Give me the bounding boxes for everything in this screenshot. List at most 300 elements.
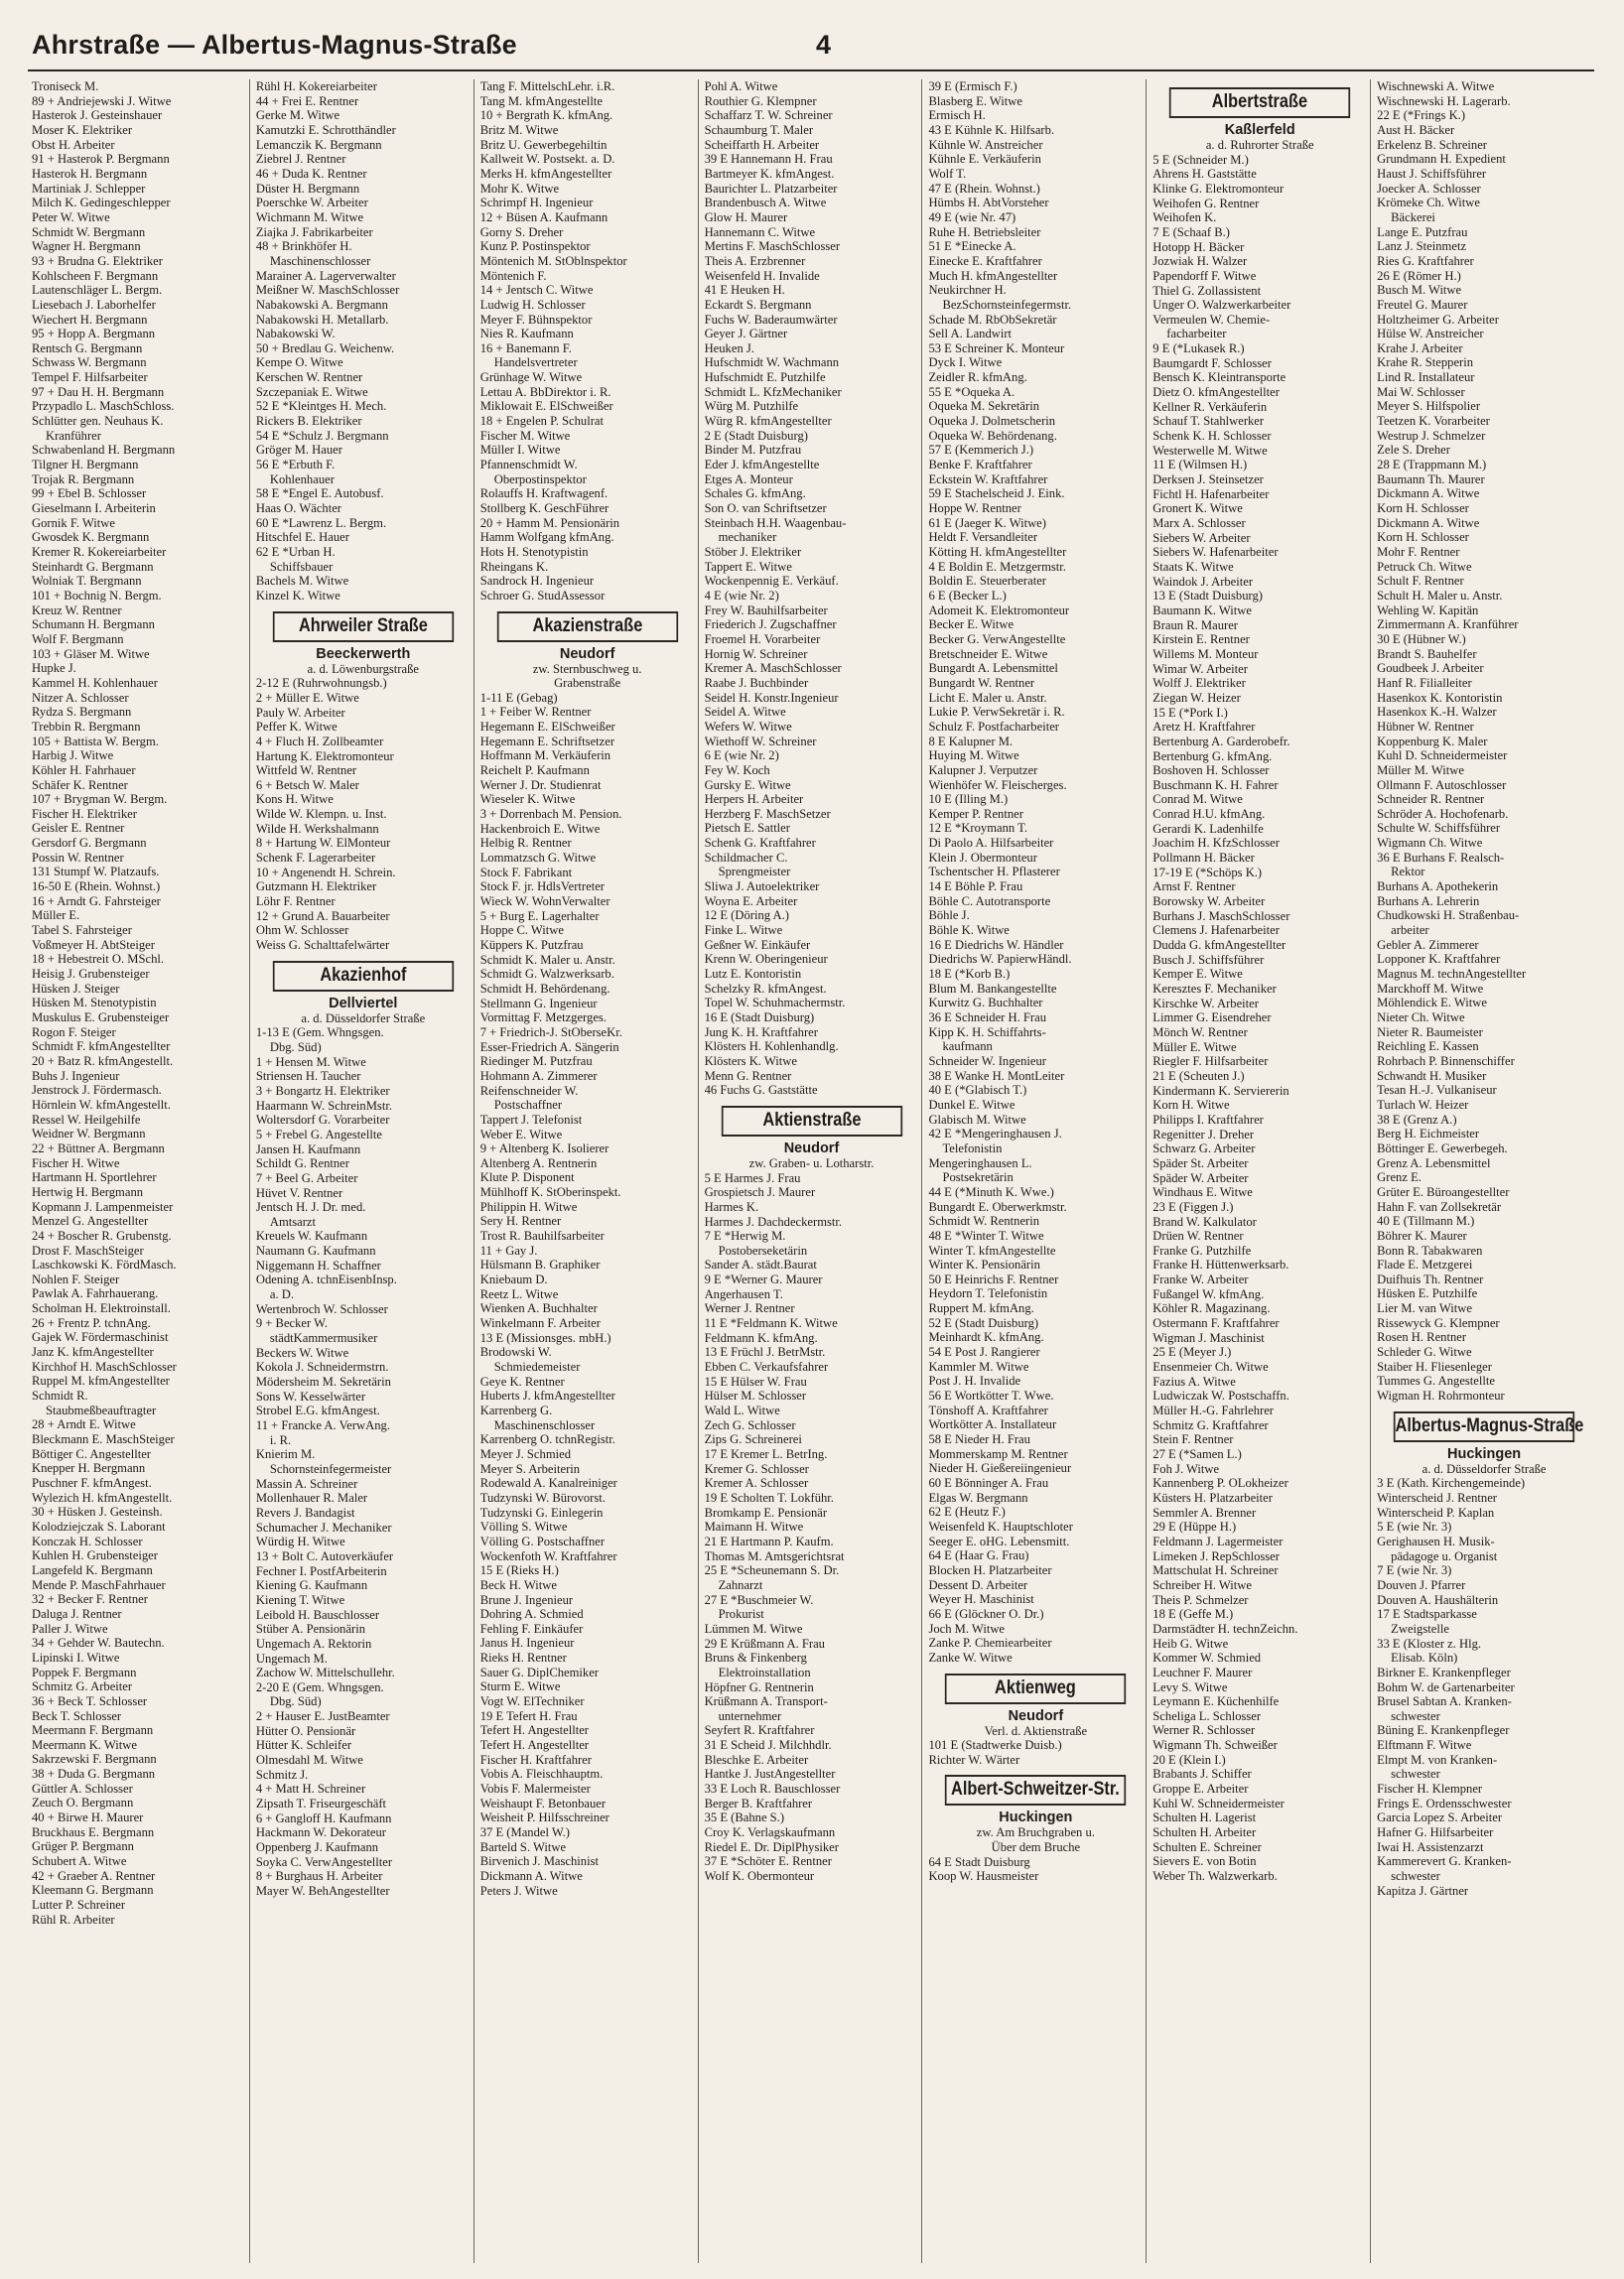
street-location-note: zw. Sternbuschweg u. <box>532 661 642 676</box>
directory-entry: 19 E Tefert H. Frau <box>479 1708 578 1723</box>
directory-entry: Odening A. tchnEisenbInsp. <box>255 1273 397 1287</box>
directory-entry: Beck H. Witwe <box>479 1577 557 1592</box>
directory-entry: 17 E Stadtsparkasse <box>1377 1607 1477 1622</box>
directory-entry: Puschner F. kfmAngest. <box>32 1476 152 1490</box>
directory-columns <box>30 79 1594 2263</box>
directory-entry: 52 E (Stadt Duisburg) <box>928 1315 1039 1330</box>
directory-entry: Striensen H. Taucher <box>255 1069 361 1084</box>
directory-entry: Grüter E. Büroangestellter <box>1377 1184 1510 1199</box>
directory-entry: 17-19 E (*Schöps K.) <box>1152 865 1263 879</box>
directory-entry: Bachels M. Witwe <box>255 574 349 589</box>
directory-entry: Böttinger E. Gewerbegeh. <box>1377 1140 1508 1155</box>
directory-entry: 6 E (wie Nr. 2) <box>704 748 779 763</box>
directory-entry: Wockenpennig E. Verkäuf. <box>704 574 839 589</box>
directory-entry: 15 E (Rieks H.) <box>479 1563 559 1578</box>
directory-entry: Gerighausen H. Musik- <box>1377 1534 1495 1548</box>
directory-entry: Steinbach H.H. Waagenbau- <box>704 515 847 530</box>
directory-entry: Gersdorf G. Bergmann <box>32 836 147 851</box>
directory-entry: 11 E *Feldmann K. Witwe <box>704 1316 838 1331</box>
directory-entry: Britz U. Gewerbegehiltin <box>479 137 608 152</box>
directory-entry: Brandt S. Bauhelfer <box>1377 646 1477 661</box>
directory-entry: 22 E (*Frings K.) <box>1377 108 1466 123</box>
directory-entry: Scheliga L. Schlosser <box>1152 1708 1262 1723</box>
directory-entry: Zech G. Schlosser <box>704 1417 796 1432</box>
directory-entry: 40 E (*Glabisch T.) <box>928 1083 1027 1098</box>
directory-entry: Kurwitz G. Buchhalter <box>928 996 1043 1010</box>
street-heading: Aktienstraße <box>721 1106 901 1137</box>
directory-entry: 1-13 E (Gem. Whngsgen. <box>255 1025 384 1040</box>
directory-entry: Croy K. Verlagskaufmann <box>704 1825 836 1840</box>
directory-entry: Birkner E. Krankenpfleger <box>1377 1665 1511 1679</box>
directory-entry: Rieks H. Rentner <box>479 1651 567 1666</box>
directory-entry: Kipp K. H. Schiffahrts- <box>928 1024 1046 1039</box>
directory-entry: Kirstein E. Rentner <box>1152 632 1250 647</box>
directory-entry: 19 E Scholten T. Lokführ. <box>704 1490 834 1505</box>
directory-entry: Kamutzki E. Schrotthändler <box>255 122 396 137</box>
directory-entry: Berger B. Kraftfahrer <box>704 1796 813 1810</box>
directory-entry: Meyer F. Bühnspektor <box>479 312 593 327</box>
directory-entry: Gerardi K. Ladenhilfe <box>1152 821 1264 836</box>
directory-entry: Riegler F. Hilfsarbeiter <box>1152 1054 1269 1069</box>
directory-entry: Gröger M. Hauer <box>255 443 342 458</box>
directory-entry: Trebbin R. Bergmann <box>32 719 141 734</box>
directory-entry: Britz M. Witwe <box>479 122 559 137</box>
directory-entry: Revers J. Bandagist <box>255 1505 355 1520</box>
street-location-note: Über dem Bruche <box>991 1840 1081 1855</box>
directory-entry: Conrad H.U. kfmAng. <box>1152 807 1266 822</box>
directory-entry: Dbg. Süd) <box>269 1039 322 1054</box>
directory-entry: Maschinenschlosser <box>493 1417 596 1432</box>
directory-entry: 46 Fuchs G. Gaststätte <box>704 1083 818 1098</box>
directory-entry: Hüsken M. Stenotypistin <box>32 996 157 1010</box>
directory-entry: 16-50 E (Rhein. Wohnst.) <box>32 879 161 894</box>
directory-entry: Völling G. Postschaffner <box>479 1534 606 1548</box>
district-name: Neudorf <box>1008 1707 1064 1724</box>
directory-entry: Schumacher J. Mechaniker <box>255 1520 392 1535</box>
directory-entry: Helbig R. Rentner <box>479 836 572 851</box>
directory-entry: Kolodziejczak S. Laborant <box>32 1519 166 1534</box>
directory-entry: Flade E. Metzgerei <box>1377 1258 1473 1273</box>
directory-entry: Bretschneider E. Witwe <box>928 646 1048 661</box>
directory-entry: 36 E Burhans F. Realsch- <box>1377 850 1505 865</box>
directory-entry: Mönch W. Rentner <box>1152 1024 1248 1039</box>
directory-entry: Fischer H. Witwe <box>32 1155 120 1170</box>
directory-entry: Wichmann M. Witwe <box>255 209 364 224</box>
directory-entry: Schmidt R. <box>32 1389 88 1404</box>
directory-entry: Ziegan W. Heizer <box>1152 690 1241 705</box>
directory-entry: Scholman H. Elektroinstall. <box>32 1301 171 1316</box>
directory-entry: 21 E (Scheuten J.) <box>1152 1068 1245 1083</box>
directory-entry: Tappert J. Telefonist <box>479 1112 583 1127</box>
directory-entry: 38 + Duda G. Bergmann <box>32 1767 156 1782</box>
directory-entry: Kremer A. Schlosser <box>704 1476 809 1491</box>
directory-entry: Dbg. Süd) <box>269 1694 322 1709</box>
directory-entry: Wilde H. Werkshalmann <box>255 821 379 836</box>
directory-entry: Hoppe W. Rentner <box>928 501 1021 516</box>
directory-entry: Schwarz G. Arbeiter <box>1152 1141 1256 1156</box>
directory-entry: Herpers H. Arbeiter <box>704 792 804 807</box>
directory-entry: Jenstrock J. Fördermasch. <box>32 1083 162 1098</box>
directory-entry: Licht E. Maler u. Anstr. <box>928 690 1047 705</box>
directory-entry: Wigman J. Maschinist <box>1152 1330 1265 1345</box>
directory-entry: Leuchner F. Maurer <box>1152 1665 1253 1679</box>
directory-entry: Etges A. Monteur <box>704 471 793 486</box>
directory-entry: Trost R. Bauhilfsarbeiter <box>479 1229 605 1244</box>
directory-entry: Sery H. Rentner <box>479 1214 562 1229</box>
directory-entry: Pohl A. Witwe <box>704 79 778 93</box>
directory-entry: Harmes J. Dachdeckermstr. <box>704 1214 843 1229</box>
directory-entry: Lettau A. BbDirektor i. R. <box>479 384 611 399</box>
directory-entry: Frings E. Ordensschwester <box>1377 1796 1512 1810</box>
directory-entry: Buhs J. Ingenieur <box>32 1068 120 1083</box>
directory-entry: Oppenberg J. Kaufmann <box>255 1840 379 1855</box>
directory-entry: Schmiedemeister <box>493 1360 581 1374</box>
directory-entry: Tudzynski W. Bürovorst. <box>479 1490 606 1505</box>
directory-entry: Höpfner G. Rentnerin <box>704 1679 814 1694</box>
directory-entry: Herzberg F. MaschSetzer <box>704 806 831 821</box>
directory-entry: Fischer H. Klempner <box>1377 1782 1483 1797</box>
page-header <box>28 30 1594 71</box>
directory-entry: Krüßmann A. Transport- <box>704 1694 828 1709</box>
directory-entry: 99 + Ebel B. Schlosser <box>32 486 147 501</box>
directory-entry: Werner J. Rentner <box>704 1301 795 1316</box>
directory-entry: Langefeld K. Bergmann <box>32 1562 153 1577</box>
directory-entry: Rektor <box>1391 865 1425 879</box>
directory-entry: Ungemach A. Rektorin <box>255 1636 372 1651</box>
directory-entry: Elisab. Köln) <box>1391 1651 1458 1666</box>
directory-entry: 7 + Beel G. Arbeiter <box>255 1170 358 1185</box>
directory-entry: Tappert E. Witwe <box>704 559 792 574</box>
directory-entry: Vermeulen W. Chemie- <box>1152 312 1271 327</box>
directory-entry: Hegemann E. ElSchweißer <box>479 720 615 735</box>
directory-entry: Stock F. jr. HdlsVertreter <box>479 879 605 894</box>
directory-entry: Ruppert M. kfmAng. <box>928 1301 1034 1316</box>
directory-entry: Franke G. Putzhilfe <box>1152 1243 1252 1258</box>
directory-entry: Routhier G. Klempner <box>704 93 817 108</box>
directory-entry: Wefers W. Witwe <box>704 719 792 734</box>
directory-entry: Wagner H. Bergmann <box>32 239 141 254</box>
directory-entry: Kunz P. Postinspektor <box>479 239 591 254</box>
directory-entry: Steinhardt G. Bergmann <box>32 559 154 574</box>
directory-entry: Waindok J. Arbeiter <box>1152 574 1254 589</box>
directory-entry: Schade M. RbObSekretär <box>928 312 1057 327</box>
directory-entry: 18 E (Geffe M.) <box>1152 1607 1234 1622</box>
directory-entry: Borowsky W. Arbeiter <box>1152 894 1266 909</box>
directory-entry: 49 E (wie Nr. 47) <box>928 209 1016 224</box>
directory-entry: Würg M. Putzhilfe <box>704 399 799 414</box>
directory-entry: 37 E *Schöter E. Rentner <box>704 1854 832 1869</box>
directory-entry: Schneider R. Rentner <box>1377 792 1485 807</box>
directory-entry: 2 E (Stadt Duisburg) <box>704 428 808 443</box>
directory-entry: Bruckhaus E. Bergmann <box>32 1824 155 1839</box>
directory-entry: Krahe R. Stepperin <box>1377 355 1474 370</box>
directory-entry: Wolf F. Bergmann <box>32 631 124 646</box>
directory-entry: Diedrichs W. PapierwHändl. <box>928 952 1072 967</box>
directory-entry: Lange E. Putzfrau <box>1377 224 1468 239</box>
directory-entry: Lipinski I. Witwe <box>32 1650 120 1665</box>
directory-entry: Daluga J. Rentner <box>32 1606 122 1621</box>
directory-entry: Schulten H. Lagerist <box>1152 1810 1257 1825</box>
directory-entry: Muskulus E. Grubensteiger <box>32 1010 170 1024</box>
directory-entry: Birvenich J. Maschinist <box>479 1854 599 1869</box>
directory-entry: Brusel Sabtan A. Kranken- <box>1377 1694 1512 1709</box>
directory-entry: 95 + Hopp A. Bergmann <box>32 327 156 341</box>
directory-entry: Nabakowski H. Metallarb. <box>255 312 389 327</box>
directory-entry: 1 + Feiber W. Rentner <box>479 705 592 720</box>
directory-entry: Willems M. Monteur <box>1152 646 1259 661</box>
directory-entry: Wolf T. <box>928 166 967 181</box>
directory-entry: Bungardt E. Oberwerkmstr. <box>928 1199 1067 1214</box>
directory-entry: Kreuz W. Rentner <box>32 603 122 617</box>
directory-entry: Bertenburg A. Garderobefr. <box>1152 734 1290 748</box>
directory-entry: Handelsvertreter <box>493 355 578 370</box>
directory-entry: Peffer K. Witwe <box>255 720 338 735</box>
directory-entry: Bartmeyer K. kfmAngest. <box>704 166 835 181</box>
directory-entry: 2-12 E (Ruhrwohnungsb.) <box>255 676 387 691</box>
directory-entry: Bromkamp E. Pensionär <box>704 1505 828 1520</box>
directory-entry: 33 E Loch R. Bauschlosser <box>704 1782 841 1797</box>
directory-entry: 91 + Hasterok P. Bergmann <box>32 152 170 167</box>
directory-entry: Regenitter J. Dreher <box>1152 1127 1255 1141</box>
directory-entry: 54 E Post J. Rangierer <box>928 1345 1040 1360</box>
directory-entry: Nabakowski A. Bergmann <box>255 297 388 312</box>
directory-entry: 9 + Becker W. <box>255 1316 329 1331</box>
directory-entry: Erkelenz B. Schreiner <box>1377 137 1488 152</box>
directory-entry: Weishaupt F. Betonbauer <box>479 1796 607 1810</box>
directory-entry: 25 E (Meyer J.) <box>1152 1345 1232 1360</box>
directory-column-3 <box>474 79 698 2263</box>
directory-entry: Szczepaniak E. Witwe <box>255 384 368 399</box>
directory-entry: Topel W. Schuhmachermstr. <box>704 996 846 1010</box>
directory-entry: 44 E (*Minuth K. Wwe.) <box>928 1184 1054 1199</box>
directory-entry: Ensenmeier Ch. Witwe <box>1152 1360 1269 1375</box>
directory-entry: Sievers E. von Botin <box>1152 1854 1257 1869</box>
directory-entry: 56 E *Erbuth F. <box>255 458 336 472</box>
directory-entry: Tschentscher H. Pflasterer <box>928 865 1060 879</box>
directory-entry: Hahn F. van Zollsekretär <box>1377 1199 1502 1214</box>
directory-entry: Marainer A. Lagerverwalter <box>255 268 396 283</box>
directory-entry: 8 E Kalupner M. <box>928 734 1014 748</box>
directory-entry: Tilgner H. Bergmann <box>32 458 139 472</box>
directory-entry: Kiening G. Kaufmann <box>255 1578 368 1593</box>
directory-entry: 27 E *Buschmeier W. <box>704 1592 814 1607</box>
directory-entry: Schmidt W. Bergmann <box>32 224 146 239</box>
directory-entry: Hasterok J. Gesteinshauer <box>32 108 163 123</box>
directory-entry: Levy S. Witwe <box>1152 1679 1228 1694</box>
directory-entry: Menzel G. Angestellter <box>32 1214 149 1229</box>
directory-entry: Siebers W. Arbeiter <box>1152 530 1251 545</box>
directory-entry: Müller H.-G. Fahrlehrer <box>1152 1404 1274 1418</box>
directory-entry: 105 + Battista W. Bergm. <box>32 734 159 748</box>
street-heading: Albertus-Magnus-Straße <box>1394 1411 1574 1442</box>
directory-entry: Kerschen W. Rentner <box>255 370 363 385</box>
directory-entry: Rosen H. Rentner <box>1377 1330 1467 1345</box>
directory-entry: Stein F. Rentner <box>1152 1432 1234 1447</box>
directory-entry: Joch M. Witwe <box>928 1621 1006 1636</box>
directory-entry: 54 E *Schulz J. Bergmann <box>255 428 389 443</box>
directory-entry: Petruck Ch. Witwe <box>1377 559 1472 574</box>
directory-entry: Prokurist <box>718 1607 764 1622</box>
directory-entry: Staats K. Witwe <box>1152 559 1234 574</box>
directory-entry: 131 Stumpf W. Platzaufs. <box>32 865 160 879</box>
directory-entry: Sprengmeister <box>718 865 791 879</box>
directory-entry: Peters J. Witwe <box>479 1883 558 1898</box>
directory-entry: 93 + Brudna G. Elektriker <box>32 253 163 268</box>
directory-entry: Kreuels W. Kaufmann <box>255 1229 368 1244</box>
directory-entry: 52 E *Kleintges H. Mech. <box>255 399 387 414</box>
directory-entry: Mattschulat H. Schreiner <box>1152 1563 1279 1578</box>
directory-entry: Buschmann K. H. Fahrer <box>1152 777 1279 792</box>
directory-entry: Sell A. Landwirt <box>928 327 1013 341</box>
directory-entry: 14 E Böhle P. Frau <box>928 879 1023 894</box>
directory-entry: Küppers K. Putzfrau <box>479 937 584 952</box>
directory-entry: 16 + Arndt G. Fahrsteiger <box>32 893 161 908</box>
directory-entry: Brand W. Kalkulator <box>1152 1214 1257 1229</box>
directory-entry: Schildt G. Rentner <box>255 1156 349 1171</box>
directory-entry: Kopmann J. Lampenmeister <box>32 1199 174 1214</box>
directory-entry: Douven J. Pfarrer <box>1377 1577 1466 1592</box>
directory-entry: 57 E (Kemmerich J.) <box>928 443 1034 458</box>
directory-entry: 10 E (Illing M.) <box>928 792 1009 807</box>
directory-entry: Hantke J. JustAngestellter <box>704 1767 836 1782</box>
directory-entry: 8 + Burghaus H. Arbeiter <box>255 1869 383 1884</box>
directory-entry: 5 E Harmes J. Frau <box>704 1170 801 1185</box>
directory-entry: 44 + Frei E. Rentner <box>255 93 359 108</box>
directory-entry: Drüen W. Rentner <box>1152 1229 1244 1244</box>
directory-entry: Schornsteinfegermeister <box>269 1461 392 1476</box>
directory-entry: Pollmann H. Bäcker <box>1152 851 1255 866</box>
directory-entry: 20 + Hamm M. Pensionärin <box>479 515 620 530</box>
directory-entry: 18 + Hebestreit O. MSchl. <box>32 952 165 967</box>
directory-entry: Jung K. H. Kraftfahrer <box>704 1024 818 1039</box>
street-location-note: a. d. Ruhrorter Straße <box>1205 138 1314 152</box>
district-name: Dellviertel <box>329 995 398 1011</box>
directory-entry: Zachow W. Mittelschullehr. <box>255 1666 395 1680</box>
directory-entry: Amtsarzt <box>269 1214 317 1229</box>
directory-entry: Schwandt H. Musiker <box>1377 1068 1487 1083</box>
directory-entry: Altenberg A. Rentnerin <box>479 1155 598 1170</box>
directory-entry: Hackenbroich E. Witwe <box>479 821 601 836</box>
directory-entry: Werner R. Schlosser <box>1152 1723 1256 1738</box>
directory-entry: Schmidt F. kfmAngestellter <box>32 1039 171 1054</box>
directory-entry: Wittfeld W. Rentner <box>255 763 357 778</box>
directory-entry: Knierim M. <box>255 1447 316 1462</box>
directory-entry: Joecker A. Schlosser <box>1377 181 1481 196</box>
directory-entry: Drost F. MaschSteiger <box>32 1243 144 1258</box>
directory-entry: Hufschmidt E. Putzhilfe <box>704 370 826 385</box>
directory-entry: Schröder A. Hochofenarb. <box>1377 806 1509 821</box>
directory-entry: Elmpt M. von Kranken- <box>1377 1752 1498 1767</box>
directory-entry: Meyer S. Hilfspolier <box>1377 399 1481 414</box>
directory-entry: Oqueka J. Dolmetscherin <box>928 414 1056 429</box>
directory-entry: Riedel E. Dr. DiplPhysiker <box>704 1839 839 1854</box>
directory-entry: Bensch K. Kleintransporte <box>1152 370 1286 385</box>
directory-entry: Weiss G. Schalttafelwärter <box>255 938 390 953</box>
directory-entry: 58 E *Engel E. Autobusf. <box>255 486 384 501</box>
directory-entry: Przypadlo L. MaschSchloss. <box>32 399 175 414</box>
directory-entry: Tefert H. Angestellter <box>479 1723 589 1738</box>
directory-entry: 10 + Angenendt H. Schrein. <box>255 865 396 879</box>
directory-entry: 6 E (Becker L.) <box>928 588 1007 603</box>
directory-entry: Aretz H. Kraftfahrer <box>1152 720 1256 735</box>
directory-entry: Chudkowski H. Straßenbau- <box>1377 908 1520 923</box>
directory-entry: Zweigstelle <box>1391 1621 1449 1636</box>
directory-entry: 5 E (wie Nr. 3) <box>1377 1520 1452 1535</box>
directory-entry: Schulz F. Postfacharbeiter <box>928 719 1059 734</box>
directory-entry: Kohlscheen F. Bergmann <box>32 268 159 283</box>
directory-entry: Gorny S. Dreher <box>479 224 564 239</box>
directory-entry: Meermann K. Witwe <box>32 1737 137 1752</box>
directory-entry: Sander A. städt.Baurat <box>704 1258 817 1273</box>
directory-entry: 7 E (wie Nr. 3) <box>1377 1563 1452 1578</box>
directory-entry: Klösters K. Witwe <box>704 1053 797 1068</box>
directory-entry: Wolf K. Obermonteur <box>704 1869 815 1884</box>
directory-entry: Möntenich M. StOblnspektor <box>479 253 627 268</box>
directory-entry: Wienken A. Buchhalter <box>479 1301 598 1316</box>
directory-entry: Hamm Wolfgang kfmAng. <box>479 530 614 545</box>
directory-entry: 5 E (Schneider M.) <box>1152 152 1249 167</box>
directory-entry: Mai W. Schlosser <box>1377 384 1465 399</box>
directory-entry: Niggemann H. Schaffner <box>255 1258 381 1273</box>
directory-entry: Strobel E.G. kfmAngest. <box>255 1404 380 1418</box>
directory-entry: Derksen J. Steinsetzer <box>1152 472 1264 487</box>
directory-entry: Duifhuis Th. Rentner <box>1377 1272 1484 1286</box>
directory-entry: 35 E (Bahne S.) <box>704 1810 785 1825</box>
directory-entry: Winterscheid P. Kaplan <box>1377 1505 1495 1520</box>
directory-entry: 6 + Betsch W. Maler <box>255 777 359 792</box>
district-name: Kaßlerfeld <box>1224 122 1295 138</box>
directory-entry: Ziebrel J. Rentner <box>255 152 346 167</box>
directory-entry: 2-20 E (Gem. Whngsgen. <box>255 1679 384 1694</box>
directory-entry: Rentsch G. Bergmann <box>32 340 143 355</box>
directory-entry: Blum M. Bankangestellte <box>928 981 1057 996</box>
directory-entry: Korn H. Schlosser <box>1377 530 1469 545</box>
directory-entry: Janus H. Ingenieur <box>479 1636 575 1651</box>
directory-entry: 4 + Fluch H. Zollbeamter <box>255 734 384 748</box>
directory-entry: Rodewald A. Kanalreiniger <box>479 1476 617 1491</box>
directory-entry: 107 + Brygman W. Bergm. <box>32 792 168 807</box>
directory-entry: Wald L. Witwe <box>704 1404 780 1418</box>
directory-entry: Schmitz J. <box>255 1767 309 1782</box>
directory-entry: Fischer M. Witwe <box>479 428 571 443</box>
directory-entry: Schwass W. Bergmann <box>32 355 147 370</box>
directory-entry: Laschkowski K. FördMasch. <box>32 1258 177 1273</box>
directory-entry: 66 E (Glöckner O. Dr.) <box>928 1606 1044 1621</box>
directory-entry: Rydza S. Bergmann <box>32 705 132 720</box>
directory-entry: 28 + Arndt E. Witwe <box>32 1417 136 1432</box>
directory-entry: Weber E. Witwe <box>479 1127 563 1141</box>
directory-entry: Burhans A. Apothekerin <box>1377 879 1499 894</box>
directory-entry: 62 E *Urban H. <box>255 545 336 559</box>
directory-entry: 18 E (*Korb B.) <box>928 967 1011 982</box>
directory-entry: Schenk G. Kraftfahrer <box>704 836 816 851</box>
directory-entry: Frey W. Bauhilfsarbeiter <box>704 603 828 617</box>
directory-entry: Hüsken E. Putzhilfe <box>1377 1286 1478 1301</box>
directory-entry: Fichtl H. Hafenarbeiter <box>1152 486 1270 501</box>
street-heading: Albertstraße <box>1169 87 1350 118</box>
directory-entry: 30 + Hüsken J. Gesteinsh. <box>32 1505 163 1520</box>
street-heading: Ahrweiler Straße <box>273 611 454 642</box>
directory-entry: Barteld S. Witwe <box>479 1839 567 1854</box>
directory-entry: Kemper E. Witwe <box>1152 967 1243 982</box>
directory-entry: Wehling W. Kapitän <box>1377 603 1479 617</box>
directory-entry: Lier M. van Witwe <box>1377 1301 1472 1316</box>
directory-entry: 55 E *Oqueka A. <box>928 384 1015 399</box>
directory-entry: Hanf R. Filialleiter <box>1377 675 1472 690</box>
directory-entry: Friederich J. Zugschaffner <box>704 617 837 632</box>
directory-entry: Wigmann Th. Schweißer <box>1152 1738 1278 1753</box>
district-name: Neudorf <box>559 645 615 662</box>
